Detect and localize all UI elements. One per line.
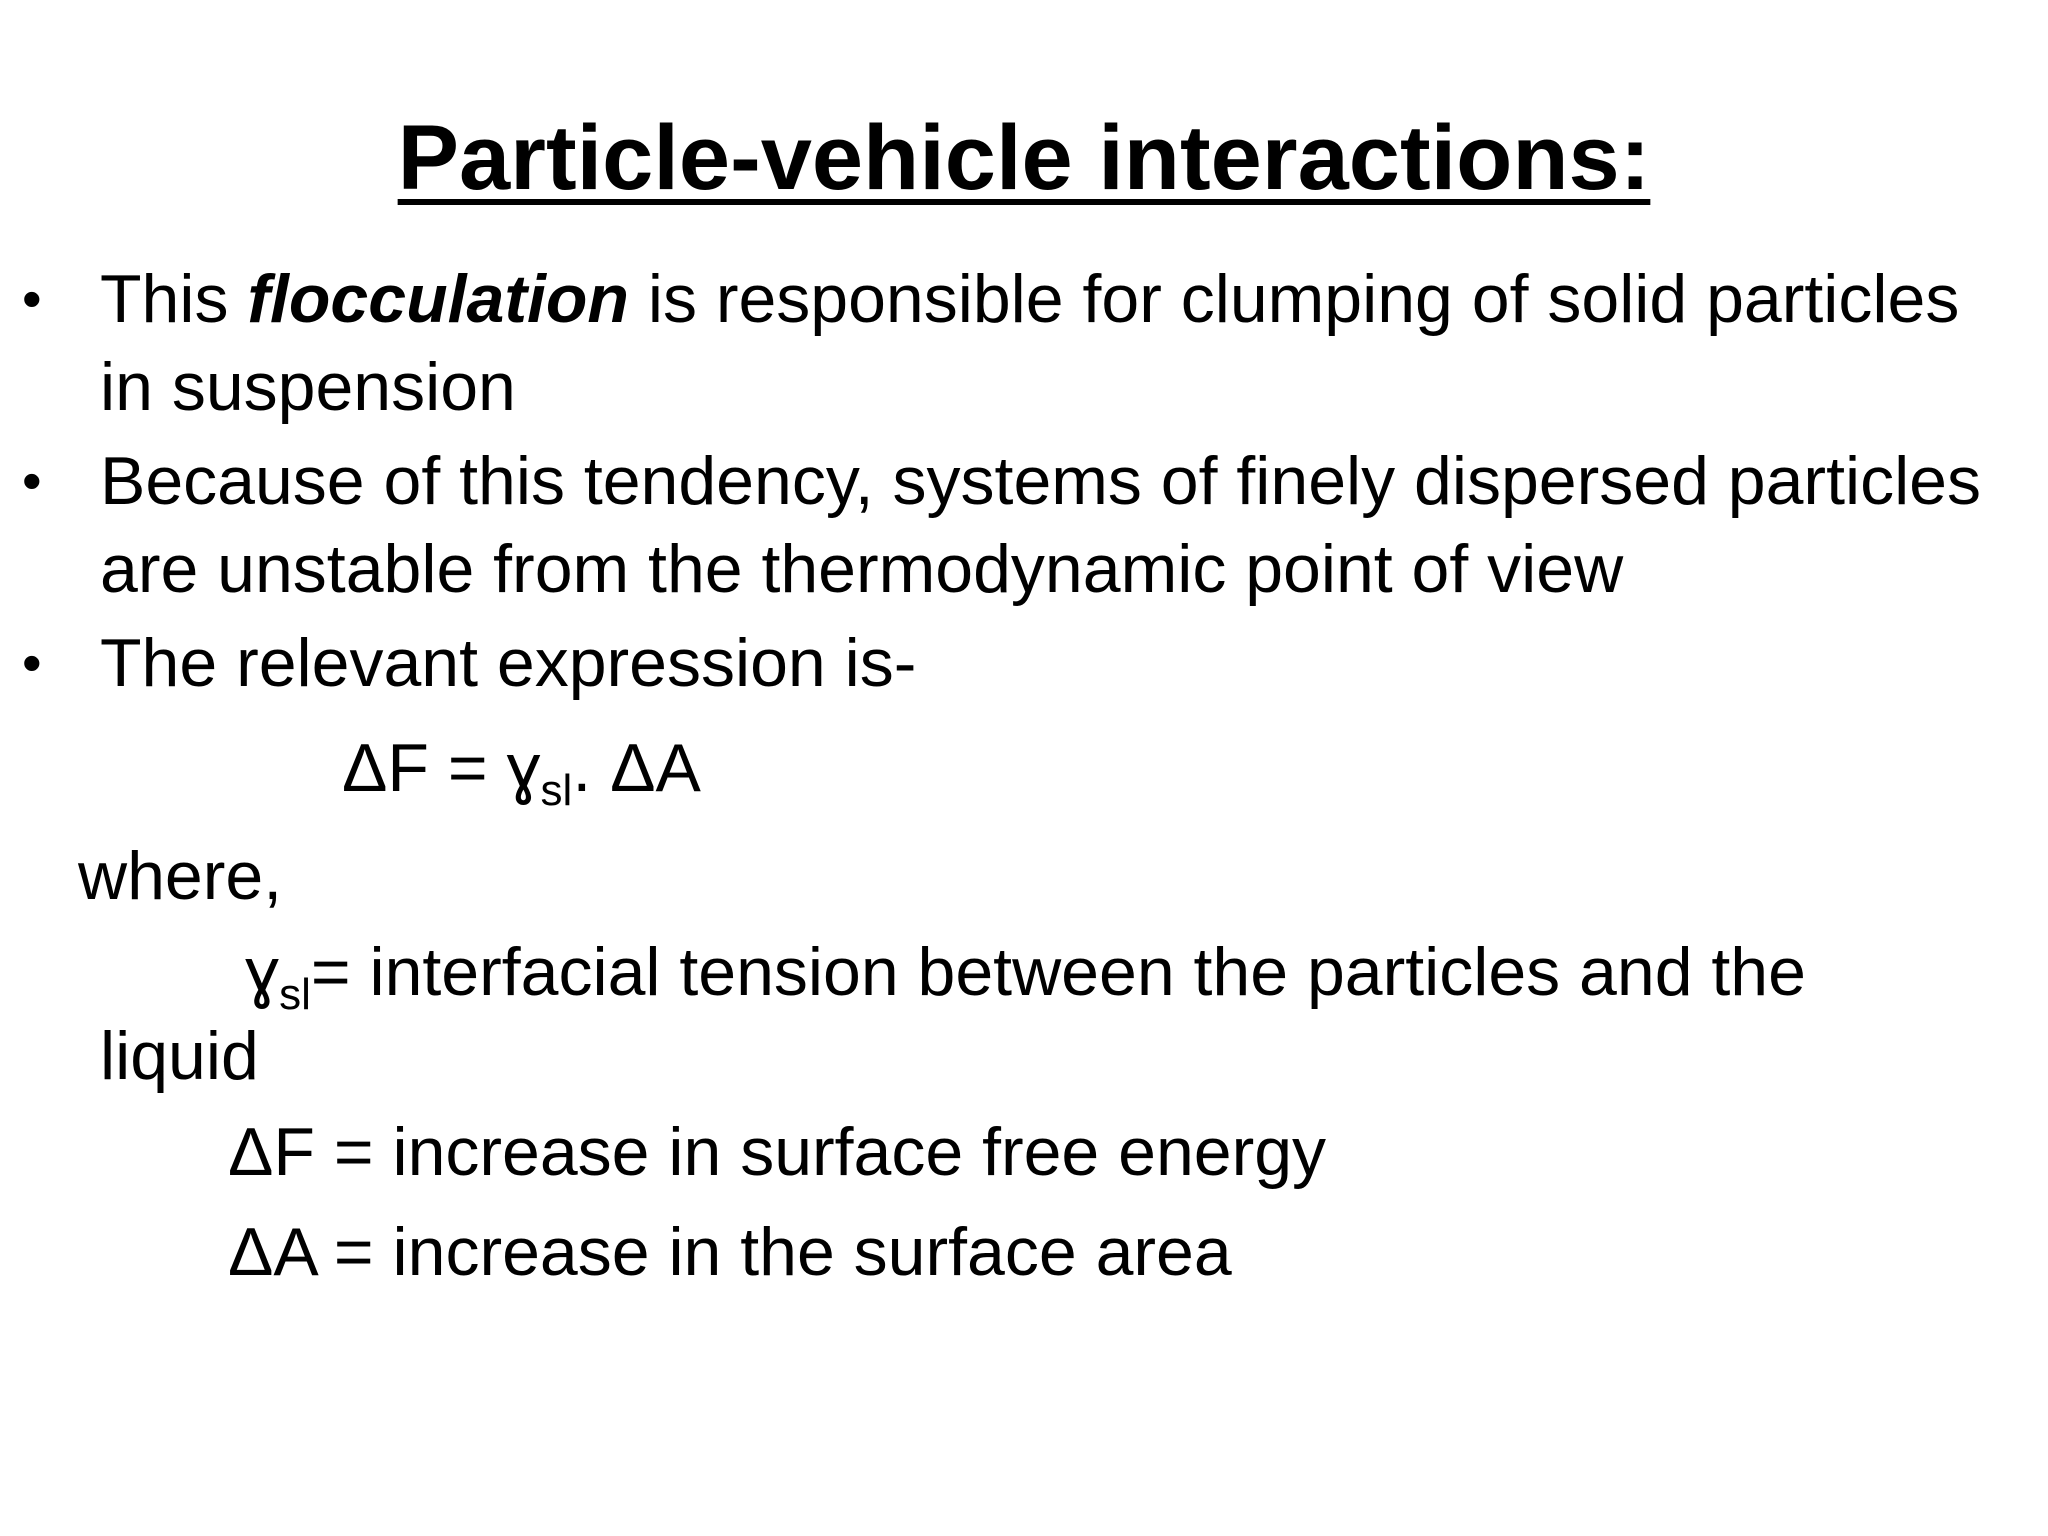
bullet-text-post: is responsible for clumping of solid particles in suspension — [100, 261, 1960, 425]
bullet-marker: • — [22, 449, 42, 512]
gamma-symbol: ɣ — [245, 934, 280, 1010]
definition-gamma-line1 — [245, 928, 1806, 1019]
slide-title: Particle-vehicle interactions: — [397, 107, 1651, 209]
definition-gamma-text: = interfacial tension between the particles and the — [310, 934, 1806, 1010]
bullet-marker: • — [22, 267, 42, 330]
bullet-text: Because of this tendency, systems of finely dispersed particles are unstable from the thermodynamic point of view — [100, 443, 1981, 607]
bullet-text-pre: This — [100, 261, 248, 337]
bullet-text: The relevant expression is- — [100, 625, 917, 701]
emphasis-flocculation: flocculation — [247, 261, 629, 337]
where-label: where, — [78, 838, 283, 914]
bullet-item-flocculation — [0, 255, 2000, 431]
bullet-item-expression — [0, 619, 2000, 707]
equation-rhs: . ΔA — [572, 730, 701, 806]
bullet-marker: • — [22, 631, 42, 694]
bullet-list — [0, 255, 2000, 713]
definition-delta-f: ΔF = increase in surface free energy — [228, 1114, 1327, 1190]
bullet-item-tendency — [0, 437, 2000, 613]
gamma-subscript: sl — [540, 766, 573, 815]
gamma-subscript: sl — [279, 970, 311, 1019]
definition-gamma-line2: liquid — [100, 1018, 259, 1094]
equation-lhs: ΔF = — [342, 730, 507, 806]
equation-line — [342, 724, 701, 815]
gamma-symbol: ɣ — [506, 730, 541, 806]
definition-delta-a: ΔA = increase in the surface area — [228, 1214, 1232, 1290]
